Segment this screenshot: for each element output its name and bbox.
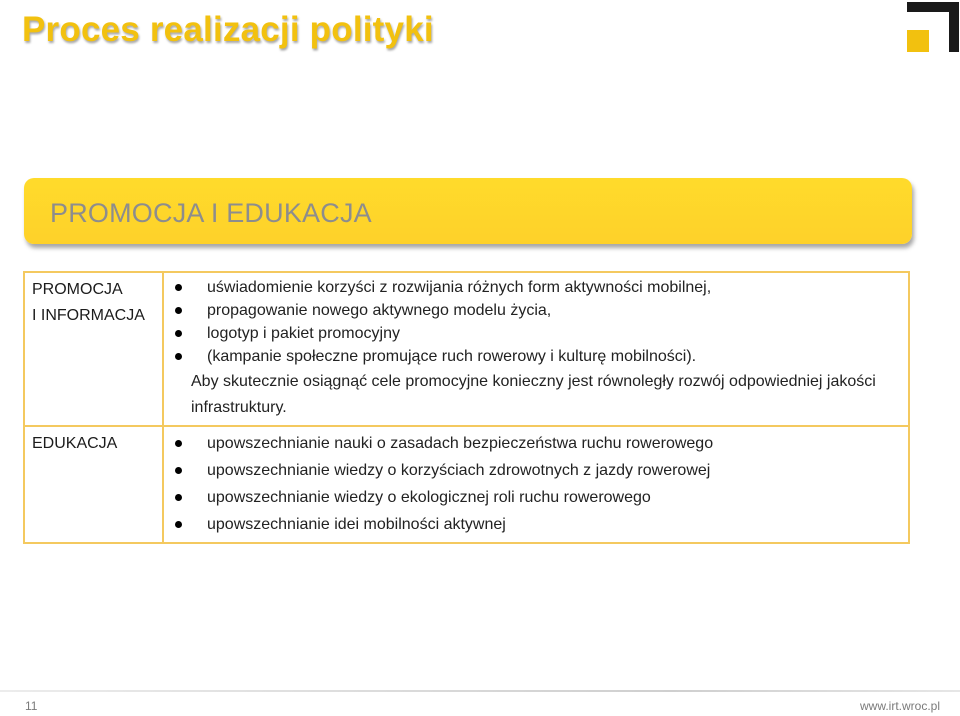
bullet-dot-icon	[175, 330, 182, 337]
category-label: PROMOCJA	[32, 281, 123, 298]
page-title: Proces realizacji polityki	[22, 10, 434, 49]
list-item	[164, 276, 908, 299]
list-item-text: upowszechnianie idei mobilności aktywnej	[207, 516, 506, 533]
banner-title: PROMOCJA I EDUKACJA	[50, 198, 372, 228]
note-text: Aby skutecznie osiągnąć cele promocyjne konieczny jest równoległy rozwój odpowiedniej jakości infrastruktury.	[191, 373, 876, 416]
list-item-text: logotyp i pakiet promocyjny	[207, 325, 400, 342]
items-cell	[163, 272, 909, 426]
category-label: EDUKACJA	[32, 435, 118, 452]
category-label: I INFORMACJA	[32, 307, 145, 324]
corner-square-logo	[907, 2, 959, 52]
bullet-dot-icon	[175, 467, 182, 474]
list-item-text: propagowanie nowego aktywnego modelu życia,	[207, 302, 552, 319]
bullet-dot-icon	[175, 440, 182, 447]
list-item-text: upowszechnianie nauki o zasadach bezpieczeństwa ruchu rowerowego	[207, 435, 714, 452]
list-item	[164, 484, 908, 511]
section-banner	[24, 178, 912, 244]
list-item-text: upowszechnianie wiedzy o ekologicznej roli ruchu rowerowego	[207, 489, 651, 506]
items-cell	[163, 426, 909, 543]
category-cell	[24, 426, 163, 543]
category-cell	[24, 272, 163, 426]
list-item-text: uświadomienie korzyści z rozwijania różnych form aktywności mobilnej,	[207, 279, 712, 296]
bullet-list	[164, 430, 908, 538]
page-number: 11	[25, 699, 38, 713]
table-row	[24, 426, 909, 543]
bullet-dot-icon	[175, 307, 182, 314]
footer-divider	[0, 690, 960, 692]
list-item	[164, 299, 908, 322]
list-item	[164, 457, 908, 484]
list-item-text: upowszechnianie wiedzy o korzyściach zdrowotnych z jazdy rowerowej	[207, 462, 711, 479]
list-item	[164, 430, 908, 457]
website-url: www.irt.wroc.pl	[859, 699, 940, 713]
bullet-list	[164, 276, 908, 368]
list-item	[164, 345, 908, 368]
list-item	[164, 322, 908, 345]
bullet-dot-icon	[175, 284, 182, 291]
table-row	[24, 272, 909, 426]
content-table	[23, 271, 910, 544]
list-item-text: (kampanie społeczne promujące ruch rowerowy i kulturę mobilności).	[207, 348, 697, 365]
list-item	[164, 511, 908, 538]
bullet-dot-icon	[175, 494, 182, 501]
bullet-dot-icon	[175, 353, 182, 360]
bullet-dot-icon	[175, 521, 182, 528]
